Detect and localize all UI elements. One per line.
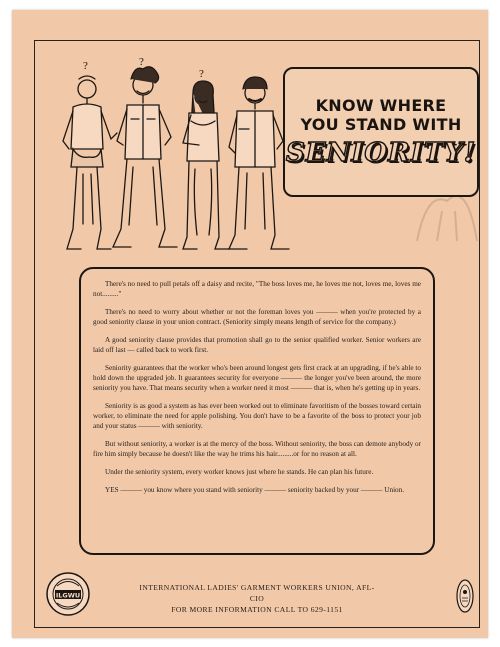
headline-line-2: YOU STAND WITH (300, 115, 462, 134)
footer-union-name: INTERNATIONAL LADIES' GARMENT WORKERS UNION, AFL-CIO (139, 583, 375, 603)
paragraph-5: Seniority is as good a system as has ever been worked out to eliminate favoritism of the bosses toward certain worker, to eliminate the need for apple polishing. You don't have to be a favorite of the boss to protect your job and your status ——— with seniority. (93, 402, 421, 430)
paragraph-7: Under the seniority system, every worker knows just where he stands. He can plan his future. (105, 468, 374, 476)
paragraph-2: There's no need to worry about whether or not the foreman loves you ——— when you're protected by a good seniority clause in your union contract. (Seniority simply means length of service for the company.) (93, 308, 421, 326)
footer (135, 582, 379, 615)
question-mark-2: ? (139, 56, 144, 68)
paragraph-6: But without seniority, a worker is at the mercy of the boss. Without seniority, the boss can demote anybody or fire him simply because he doesn't like the way he trims his hair.........or for no reason at all. (93, 440, 421, 458)
union-label-icon (455, 578, 475, 614)
body-text-box (79, 267, 435, 555)
headline-seniority: SENIORITY! (285, 138, 477, 168)
workers-illustration (43, 49, 293, 277)
paragraph-4: Seniority guarantees that the worker who's been around longest gets first crack at an upgrading, if he's able to hold down the upgraded job. It guarantees security for everyone ——— the longer you've been around, the more seniority you have. That means security when a worker need it most ——— that is, when he's getting up in years. (93, 364, 421, 392)
footer-contact: FOR MORE INFORMATION CALL TO 629-1151 (171, 605, 343, 614)
union-seal-icon (45, 571, 91, 617)
headline-box (283, 67, 479, 197)
question-mark-3: ? (199, 68, 204, 80)
paragraph-3: A good seniority clause provides that promotion shall go to the senior qualified worker. Senior workers are laid off last — called back to work first. (93, 336, 421, 354)
flyer-sheet (12, 10, 488, 638)
headline-line-1: KNOW WHERE (315, 96, 447, 115)
seal-text: ILGWU (55, 591, 81, 600)
page-border (34, 40, 480, 628)
paragraph-8: YES ——— you know where you stand with seniority ——— seniority backed by your ——— Union. (105, 486, 405, 494)
question-mark-1: ? (83, 60, 88, 72)
paragraph-1: There's no need to pull petals off a daisy and recite, "The boss loves me, he loves me not, loves me, loves me not........." (93, 280, 421, 298)
